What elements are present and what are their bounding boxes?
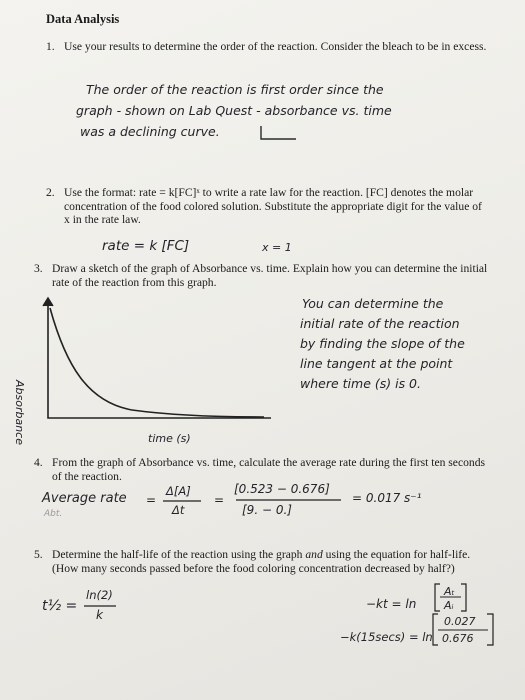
answer-3-line-5: where time (s) is 0. [300, 376, 421, 391]
question-5-number: 5. [34, 548, 43, 561]
checkmark-icon [258, 124, 298, 144]
question-4-text: From the graph of Absorbance vs. time, calculate the average rate during the first ten seconds of the reaction. [52, 456, 486, 483]
answer-4-result: = 0.017 s⁻¹ [352, 491, 422, 505]
answer-2-x-value: x = 1 [262, 241, 292, 254]
answer-2-rate-law: rate = k [FC] [102, 238, 190, 254]
answer-4-fraction-2-denominator: [9. − 0.] [242, 503, 292, 517]
answer-5-half-life-numerator: ln(2) [86, 588, 113, 602]
question-5-text-em: and [305, 548, 323, 561]
question-5-text-a: Determine the half-life of the reaction using the graph [52, 548, 306, 561]
answer-3-line-2: initial rate of the reaction [300, 316, 460, 331]
answer-3-line-3: by finding the slope of the [300, 336, 465, 351]
graph-axes [48, 300, 271, 418]
answer-5-kt-line: −kt = ln [366, 597, 417, 611]
y-axis-arrow-icon [43, 298, 53, 306]
answer-5-calc-numerator: 0.027 [444, 615, 476, 628]
decay-curve [50, 308, 264, 417]
question-2-number: 2. [46, 186, 55, 199]
answer-4-faint-note: Abt. [44, 509, 63, 519]
answer-5-calc-denominator: 0.676 [442, 632, 474, 645]
answer-1-line-3: was a declining curve. [80, 124, 220, 139]
answer-4-equals-2: = [214, 493, 225, 507]
question-4-number: 4. [34, 456, 43, 469]
absorbance-sketch-graph [36, 296, 276, 426]
question-5-text-b: using the equation for half-life. (How many seconds passed before the food coloring concentration decreased by half?) [52, 548, 471, 575]
question-2-text: Use the format: rate = k[FC]ˣ to write a rate law for the reaction. [FC] denotes the molar concentration of the food colored solution. Substitute the appropriate digit for the value of x in the rate law. [64, 186, 482, 226]
answer-1-line-2: graph - shown on Lab Quest - absorbance vs. time [76, 103, 392, 118]
fraction-2-bar [236, 499, 346, 502]
answer-1-line-1: The order of the reaction is first order since the [86, 82, 384, 97]
question-1-number: 1. [46, 40, 55, 53]
answer-4-fraction-1-numerator: Δ[A] [166, 484, 191, 498]
answer-5-half-life-denominator: k [96, 608, 103, 622]
answer-5-calc-line: −k(15secs) = ln [340, 630, 433, 644]
answer-3-line-1: You can determine the [302, 296, 444, 311]
question-3-text: Draw a sketch of the graph of Absorbance vs. time. Explain how you can determine the initial rate of the reaction from this graph. [52, 262, 488, 289]
question-3-number: 3. [34, 262, 43, 275]
sketch-x-axis-label: time (s) [148, 432, 191, 445]
answer-5-kt-denominator: Aᵢ [444, 599, 454, 612]
page-title: Data Analysis [46, 12, 120, 26]
answer-5-half-life-lhs: t½ = [42, 598, 78, 614]
answer-4-fraction-2-numerator: [0.523 − 0.676] [234, 482, 330, 496]
question-1-text: Use your results to determine the order of the reaction. Consider the bleach to be in excess. [64, 40, 487, 53]
answer-5-kt-numerator: Aₜ [444, 585, 455, 598]
question-5-text [52, 548, 492, 575]
answer-4-lhs: Average rate [42, 491, 127, 506]
answer-4-equals-1: = [146, 493, 157, 507]
sketch-y-axis-label: Absorbance [13, 380, 26, 446]
answer-4-fraction-1-denominator: Δt [172, 503, 185, 517]
answer-3-line-4: line tangent at the point [300, 356, 453, 371]
